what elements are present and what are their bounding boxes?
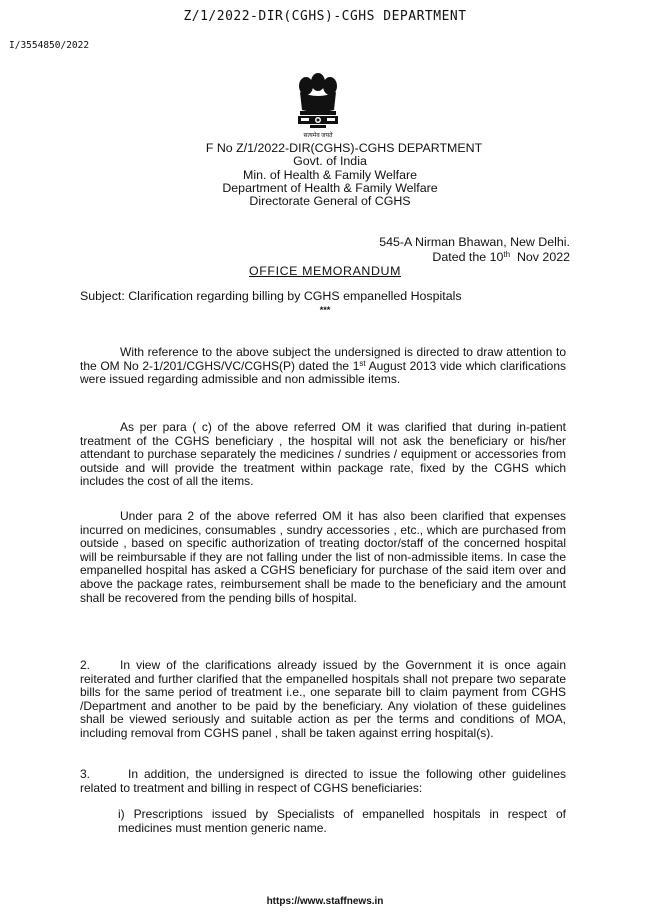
emblem-motto: सत्यमेव जयते xyxy=(303,133,333,139)
paragraph-para-c: As per para ( c) of the above referred OM it was clarified that during in-patient treatment of the CGHS beneficiary , the hospital will not ask the beneficiary or his/her attendant to purchase separately the medicines / sundries / equipment or accessories from outside and will provide the treatment within package rate, fixed by the CGHS which includes the cost of all the items. xyxy=(80,420,566,489)
source-url: https://www.staffnews.in xyxy=(266,896,384,907)
paragraph-3 xyxy=(80,768,566,795)
date-ordinal: th xyxy=(503,250,511,259)
issuing-authority xyxy=(140,142,520,208)
para-ref-ordinal: st xyxy=(359,358,366,368)
guideline-item-i: i) Prescriptions issued by Specialists of empanelled hospitals in respect of medicines must mention generic name. xyxy=(118,807,566,835)
office-location: 545-A Nirman Bhawan, New Delhi. xyxy=(379,235,570,249)
date-line xyxy=(379,250,570,265)
para-2-text: In view of the clarifications already issued by the Government it is once again reiterated and further clarified that the empanelled hospitals shall not prepare two separate bills for the same period of treatment i.e., one separate bill to claim payment from CGHS /Department and another to be paid by the beneficiary. Any violation of these guidelines shall be viewed seriously and suitable action as per the terms and conditions of MOA, including removal from CGHS panel , shall be taken against erring hospital(s). xyxy=(80,658,566,740)
department-line: Department of Health & Family Welfare xyxy=(222,180,438,195)
para-3-number: 3. xyxy=(80,767,91,781)
date-suffix: Nov 2022 xyxy=(510,250,570,264)
paragraph-para-2-ref: Under para 2 of the above referred OM it has also been clarified that expenses incurred on medicines, consumables , sundry accessories , etc., which are purchased from outside , based on specific authorization of treating doctor/staff of the concerned hospital will be reimbursable if they are not falling under the list of non-admissible items. In case the empanelled hospital has asked a CGHS beneficiary for purchase of the said item over and above the package rates, reimbursement shall be made to the beneficiary and the amount shall be recovered from the pending bills of hospital. xyxy=(80,509,566,605)
date-prefix: Dated the 10 xyxy=(432,250,504,264)
para-2-number: 2. xyxy=(80,658,91,672)
national-emblem-icon xyxy=(292,70,344,140)
directorate-line: Directorate General of CGHS xyxy=(249,194,411,209)
file-title: Z/1/2022-DIR(CGHS)-CGHS DEPARTMENT xyxy=(183,9,467,24)
para-ref-text-b: August 2013 vide which clarifications were issued regarding admissible and non admissible items. xyxy=(80,358,566,387)
file-number: F No Z/1/2022-DIR(CGHS)-CGHS DEPARTMENT xyxy=(205,141,483,155)
paragraph-reference xyxy=(80,346,566,387)
memo-title: OFFICE MEMORANDUM xyxy=(249,264,401,278)
govt-line: Govt. of India xyxy=(293,154,367,169)
subject-line: Subject: Clarification regarding billing by CGHS empanelled Hospitals xyxy=(80,289,462,303)
separator-stars: *** xyxy=(319,305,331,315)
document-id: I/3554850/2022 xyxy=(9,40,90,51)
place-and-date xyxy=(379,235,570,265)
paragraph-2 xyxy=(80,659,566,741)
para-ref-text-a: With reference to the above subject the undersigned is directed to draw attention to the OM No 2-1/201/CGHS/VC/CGHS(P) dated the 1 xyxy=(80,345,566,373)
ministry-line: Min. of Health & Family Welfare xyxy=(243,167,417,182)
para-3-text: In addition, the undersigned is directed to issue the following other guidelines related to treatment and billing in respect of CGHS beneficiaries: xyxy=(80,767,566,795)
